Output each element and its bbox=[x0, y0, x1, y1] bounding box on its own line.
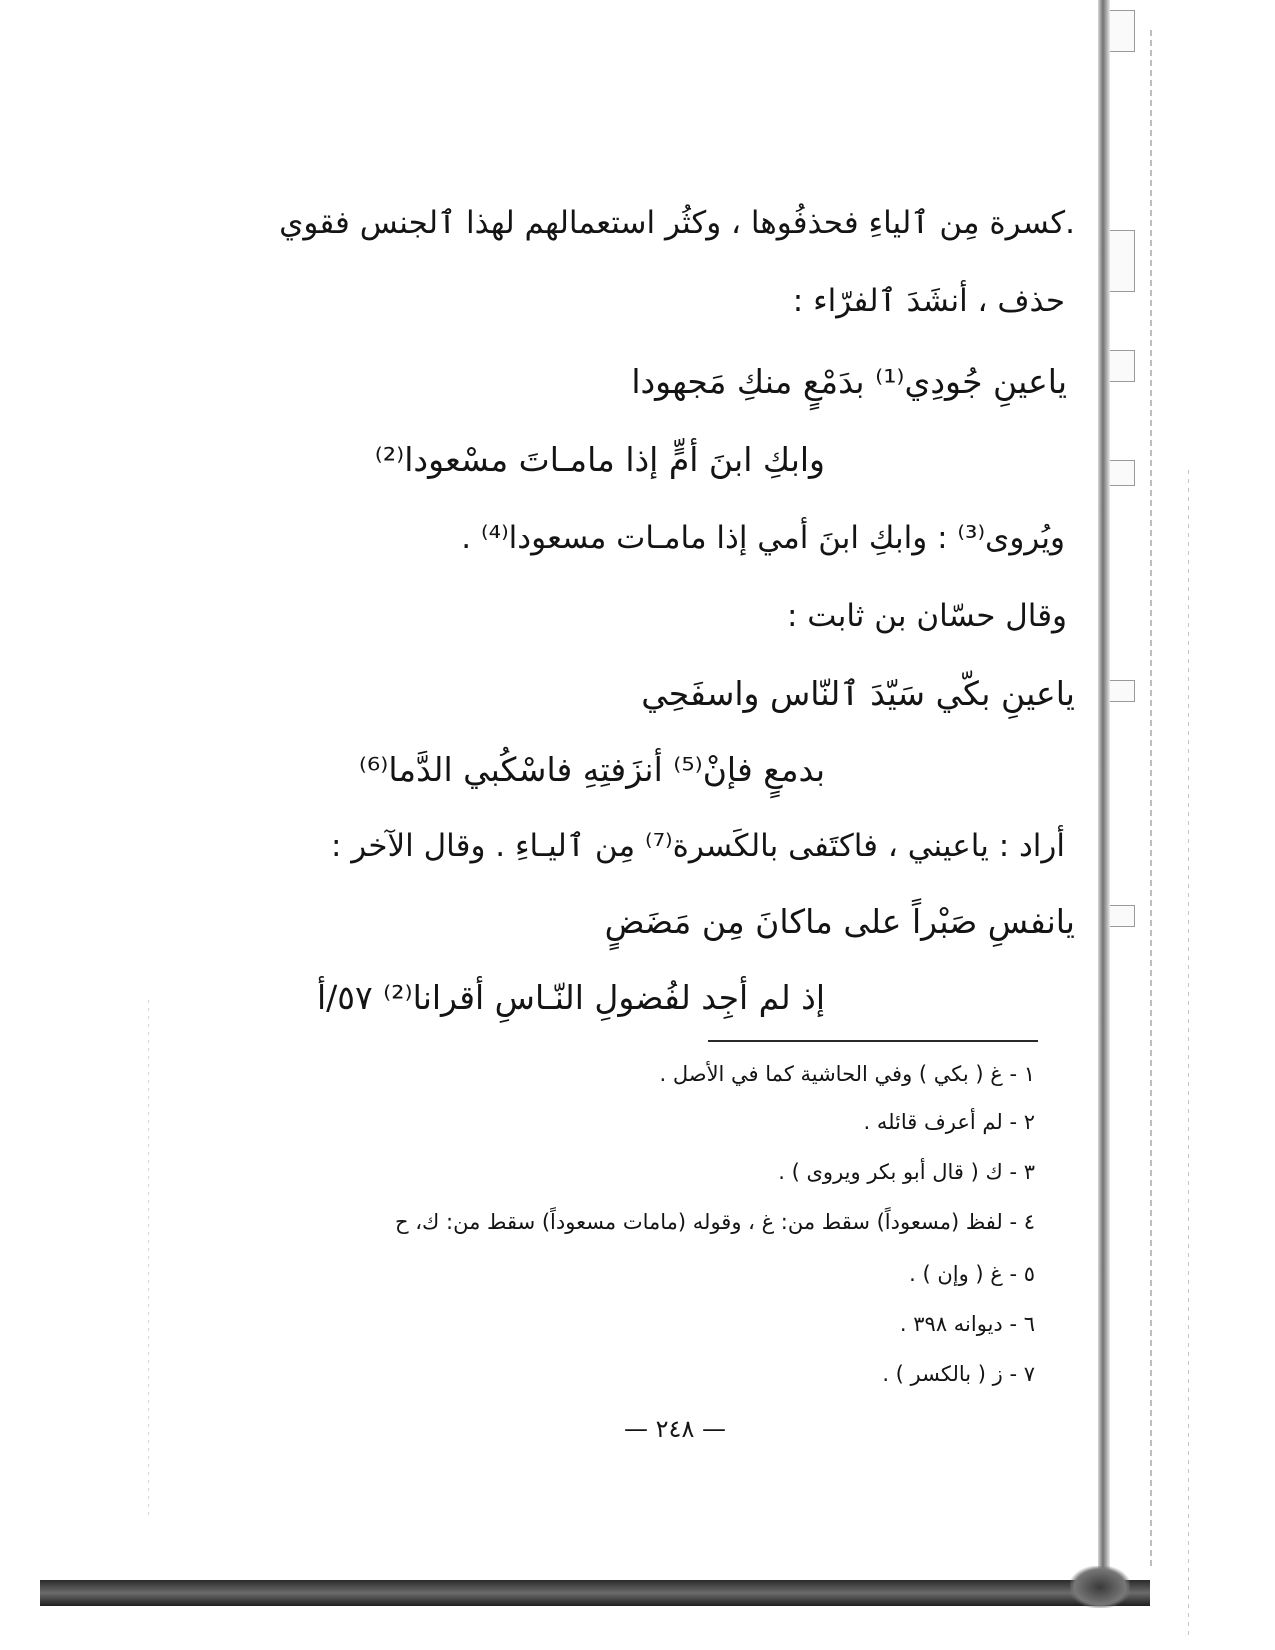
binding-tab bbox=[1110, 905, 1135, 927]
verse-line: ياعينِ جُودِي⁽¹⁾ بدَمْعٍ منكِ مَجهودا bbox=[631, 362, 1067, 401]
binding-dotted-line bbox=[1150, 30, 1152, 1570]
verse-line: ياعينِ بكّي سَيّدَ ٱلنّاس واسفَحِي bbox=[641, 674, 1075, 713]
page-number: — ٢٤٨ — bbox=[624, 1415, 726, 1443]
text-line: .كسرة مِن ٱلياءِ فحذفُوها ، وكثُر استعمالهم لهذا ٱلجنس فقوي bbox=[279, 205, 1075, 241]
footnote: ٤ - لفظ (مسعوداً) سقط من: غ ، وقوله (مامات مسعوداً) سقط من: ك، ح bbox=[395, 1210, 1035, 1234]
binding-tab bbox=[1110, 350, 1135, 382]
footnote: ٢ - لم أعرف قائله . bbox=[863, 1110, 1035, 1134]
binding-tab bbox=[1110, 10, 1135, 52]
binding-tab bbox=[1110, 230, 1135, 292]
footnote: ٧ - ز ( بالكسر ) . bbox=[882, 1362, 1035, 1386]
verse-line: يانفسِ صَبْراً على ماكانَ مِن مَضَضٍ bbox=[604, 902, 1075, 941]
scan-hairline bbox=[148, 1000, 149, 1520]
scan-bottom-edge bbox=[40, 1580, 1150, 1606]
gutter-line bbox=[1188, 470, 1189, 1640]
footnote: ٥ - غ ( وإن ) . bbox=[909, 1262, 1035, 1286]
binding-edge bbox=[1098, 0, 1110, 1580]
footnote: ٣ - ك ( قال أبو بكر ويروى ) . bbox=[778, 1160, 1035, 1184]
text-line: وقال حسّان بن ثابت : bbox=[786, 598, 1067, 634]
text-line: حذف ، أنشَدَ ٱلفرّاء : bbox=[792, 283, 1065, 319]
binding-tab bbox=[1110, 460, 1135, 486]
binding-tab bbox=[1110, 680, 1135, 702]
text-line: ويُروى⁽³⁾ : وابكِ ابنَ أمي إذا مامـات مسعودا⁽⁴⁾ . bbox=[461, 520, 1065, 556]
footnote: ١ - غ ( بكي ) وفي الحاشية كما في الأصل . bbox=[659, 1062, 1035, 1086]
verse-line: وابكِ ابنَ أمٍّ إذا مامـاتَ مسْعودا⁽²⁾ bbox=[374, 440, 825, 479]
footnotes bbox=[300, 1040, 1035, 1400]
verse-line: بدمعٍ فإنْ⁽⁵⁾ أنزَفتِهِ فاسْكُبي الدَّما⁽⁶⁾ bbox=[358, 750, 825, 789]
footnote: ٦ - ديوانه ٣٩٨ . bbox=[899, 1312, 1035, 1336]
text-line: أراد : ياعيني ، فاكتَفى بالكَسرة⁽⁷⁾ مِن ٱليـاءِ . وقال الآخر : bbox=[330, 828, 1065, 864]
verse-line: إذ لم أجِد لفُضولِ النّـاسِ أقرانا⁽²⁾ ٥٧/أ bbox=[316, 978, 825, 1017]
main-text bbox=[279, 0, 1075, 1040]
